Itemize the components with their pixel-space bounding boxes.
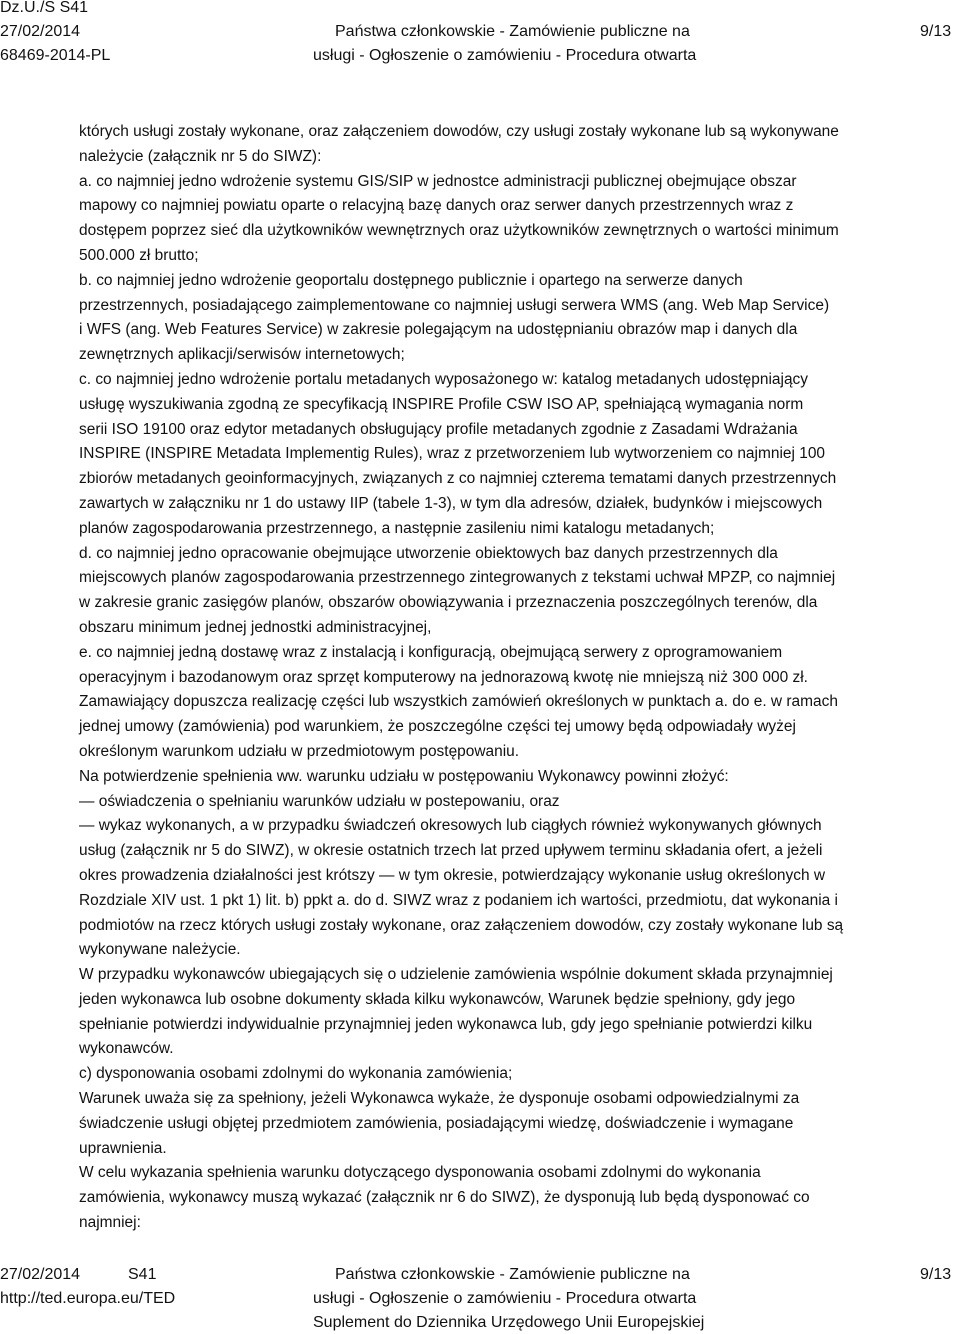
- body-line: Warunek uważa się za spełniony, jeżeli Wykonawca wykaże, że dysponuje osobami odpowiedzialnymi za: [79, 1090, 800, 1108]
- footer-page-number: 9/13: [920, 1266, 952, 1283]
- body-line: jednej umowy (zamówienia) pod warunkiem, że poszczególne części tej umowy będą odpowiadały wyżej: [79, 718, 796, 736]
- body-line: jeden wykonawca lub osobne dokumenty składa kilku wykonawców, Warunek będzie spełniony, gdy jego: [79, 990, 796, 1008]
- body-line: przestrzennych, posiadającego zaimplementowane co najmniej usługi serwera WMS (ang. Web Map Service): [79, 296, 830, 314]
- journal-reference: Dz.U./S S41: [0, 0, 89, 16]
- body-line: zbiorów metadanych geoinformacyjnych, związanych z co najmniej czterema tematami danych przestrzennych: [79, 470, 837, 488]
- body-line: Zamawiający dopuszcza realizację części lub wszystkich zamówień określonych w punktach a. do e. w ramach: [79, 693, 838, 711]
- body-line: mapowy co najmniej powiatu oparte o relacyjną bazę danych oraz serwer danych przestrzennych wraz z: [79, 197, 794, 215]
- body-line: określonym warunkom udziału w przedmiotowym postępowaniu.: [79, 742, 520, 760]
- body-line: zawartych w załączniku nr 1 do ustawy IIP (tabele 1-3), w tym dla adresów, działek, budynków i miejscowych: [79, 494, 823, 512]
- body-line: świadczenie usługi objętej przedmiotem zamówienia, posiadającymi wiedzę, doświadczenie i wymagane: [79, 1114, 794, 1132]
- footer-title-line1: Państwa członkowskie - Zamówienie publiczne na: [335, 1266, 690, 1283]
- body-line: okres prowadzenia działalności jest krótszy — w tym okresie, potwierdzający wykonanie usług określonych w: [79, 866, 826, 884]
- body-line: uprawnienia.: [79, 1139, 167, 1157]
- body-line: W przypadku wykonawców ubiegających się o udzielenie zamówienia wspólnie dokument składa przynajmniej: [79, 966, 833, 984]
- body-line: c) dysponowania osobami zdolnymi do wykonania zamówienia;: [79, 1065, 513, 1083]
- body-line: b. co najmniej jedno wdrożenie geoportalu dostępnego publicznie i opartego na serwerze danych: [79, 271, 743, 289]
- body-line: w zakresie granic zasięgów planów, obszarów obowiązywania i przeznaczenia poszczególnych terenów, dla: [79, 594, 818, 612]
- body-line: najmniej:: [79, 1214, 141, 1232]
- header-title-line1: Państwa członkowskie - Zamówienie publiczne na: [335, 23, 690, 40]
- footer-date: 27/02/2014: [0, 1266, 81, 1283]
- body-line: 500.000 zł brutto;: [79, 246, 199, 264]
- body-line: usług (załącznik nr 5 do SIWZ), w okresie ostatnich trzech lat przed upływem terminu składania ofert, a jeżeli: [79, 842, 823, 860]
- footer-series: S41: [128, 1266, 157, 1283]
- document-body: [79, 120, 959, 1236]
- body-line: obszaru minimum jednej jednostki administracyjnej,: [79, 618, 432, 636]
- body-line: INSPIRE (INSPIRE Metadata Implementig Rules), wraz z przetworzeniem lub wytworzeniem co najmniej 100: [79, 445, 826, 463]
- body-line: d. co najmniej jedno opracowanie obejmujące utworzenie obiektowych baz danych przestrzennych dla: [79, 544, 778, 562]
- notice-id: 68469-2014-PL: [0, 47, 111, 64]
- body-line: W celu wykazania spełnienia warunku dotyczącego dysponowania osobami zdolnymi do wykonania: [79, 1164, 761, 1182]
- body-line: Na potwierdzenie spełnienia ww. warunku udziału w postępowaniu Wykonawcy powinni złożyć:: [79, 767, 729, 785]
- header-date: 27/02/2014: [0, 23, 81, 40]
- body-line: wykonywane należycie.: [79, 941, 241, 959]
- body-line: — oświadczenia o spełnianiu warunków udziału w postepowaniu, oraz: [79, 792, 560, 810]
- footer-title-line3: Suplement do Dziennika Urzędowego Unii Europejskiej: [313, 1314, 705, 1331]
- header-title-line2: usługi - Ogłoszenie o zamówieniu - Procedura otwarta: [313, 47, 697, 64]
- body-line: operacyjnym i bazodanowym oraz sprzęt komputerowy na jednorazową kwotę nie mniejszą niż 300 000 zł.: [79, 668, 808, 686]
- body-line: Rozdziale XIV ust. 1 pkt 1) lit. b) ppkt a. do d. SIWZ wraz z podaniem ich wartości, przedmiotu, dat wykonania i: [79, 891, 838, 909]
- body-line: których usługi zostały wykonane, oraz załączeniem dowodów, czy usługi zostały wykonane lub są wykonywane: [79, 123, 839, 140]
- footer-title-line2: usługi - Ogłoszenie o zamówieniu - Procedura otwarta: [313, 1290, 697, 1307]
- header-page-number: 9/13: [920, 23, 952, 40]
- body-line: dostępem poprzez sieć dla użytkowników wewnętrznych oraz użytkowników zewnętrznych o wartości minimum: [79, 222, 839, 240]
- body-line: zamówienia, wykonawcy muszą wykazać (załącznik nr 6 do SIWZ), że dysponują lub będą dysponować co: [79, 1189, 810, 1207]
- body-line: zewnętrznych aplikacji/serwisów internetowych;: [79, 346, 405, 364]
- footer-url[interactable]: http://ted.europa.eu/TED: [0, 1290, 176, 1307]
- body-line: spełnianie potwierdzi indywidualnie przynajmniej jeden wykonawca lub, gdy jego spełnianie potwierdzi kilku: [79, 1015, 813, 1033]
- body-line: miejscowych planów zagospodarowania przestrzennego zintegrowanych z tekstami uchwał MPZP, co najmniej: [79, 569, 836, 587]
- body-line: usługę wyszukiwania zgodną ze specyfikacją INSPIRE Profile CSW ISO AP, spełniającą wymagania norm: [79, 395, 804, 413]
- body-line: serii ISO 19100 oraz edytor metadanych obsługujący profile metadanych zgodnie z Zasadami Wdrażania: [79, 420, 798, 438]
- body-line: c. co najmniej jedno wdrożenie portalu metadanych wyposażonego w: katalog metadanych udostępniający: [79, 370, 809, 388]
- body-line: a. co najmniej jedno wdrożenie systemu GIS/SIP w jednostce administracji publicznej obejmujące obszar: [79, 172, 797, 190]
- body-line: e. co najmniej jedną dostawę wraz z instalacją i konfiguracją, obejmującą serwery z oprogramowaniem: [79, 643, 783, 661]
- body-line: podmiotów na rzecz których usługi zostały wykonane, oraz załączeniem dowodów, czy zostały wykonane lub są: [79, 916, 844, 934]
- body-line: — wykaz wykonanych, a w przypadku świadczeń okresowych lub ciągłych również wykonywanych głównych: [79, 817, 822, 835]
- body-line: należycie (załącznik nr 5 do SIWZ):: [79, 147, 322, 165]
- body-line: wykonawców.: [79, 1040, 174, 1058]
- body-line: planów zagospodarowania przestrzennego, a następnie zasileniu nimi katalogu metadanych;: [79, 519, 715, 537]
- body-line: i WFS (ang. Web Features Service) w zakresie polegającym na udostępnianiu obrazów map i danych dla: [79, 321, 798, 339]
